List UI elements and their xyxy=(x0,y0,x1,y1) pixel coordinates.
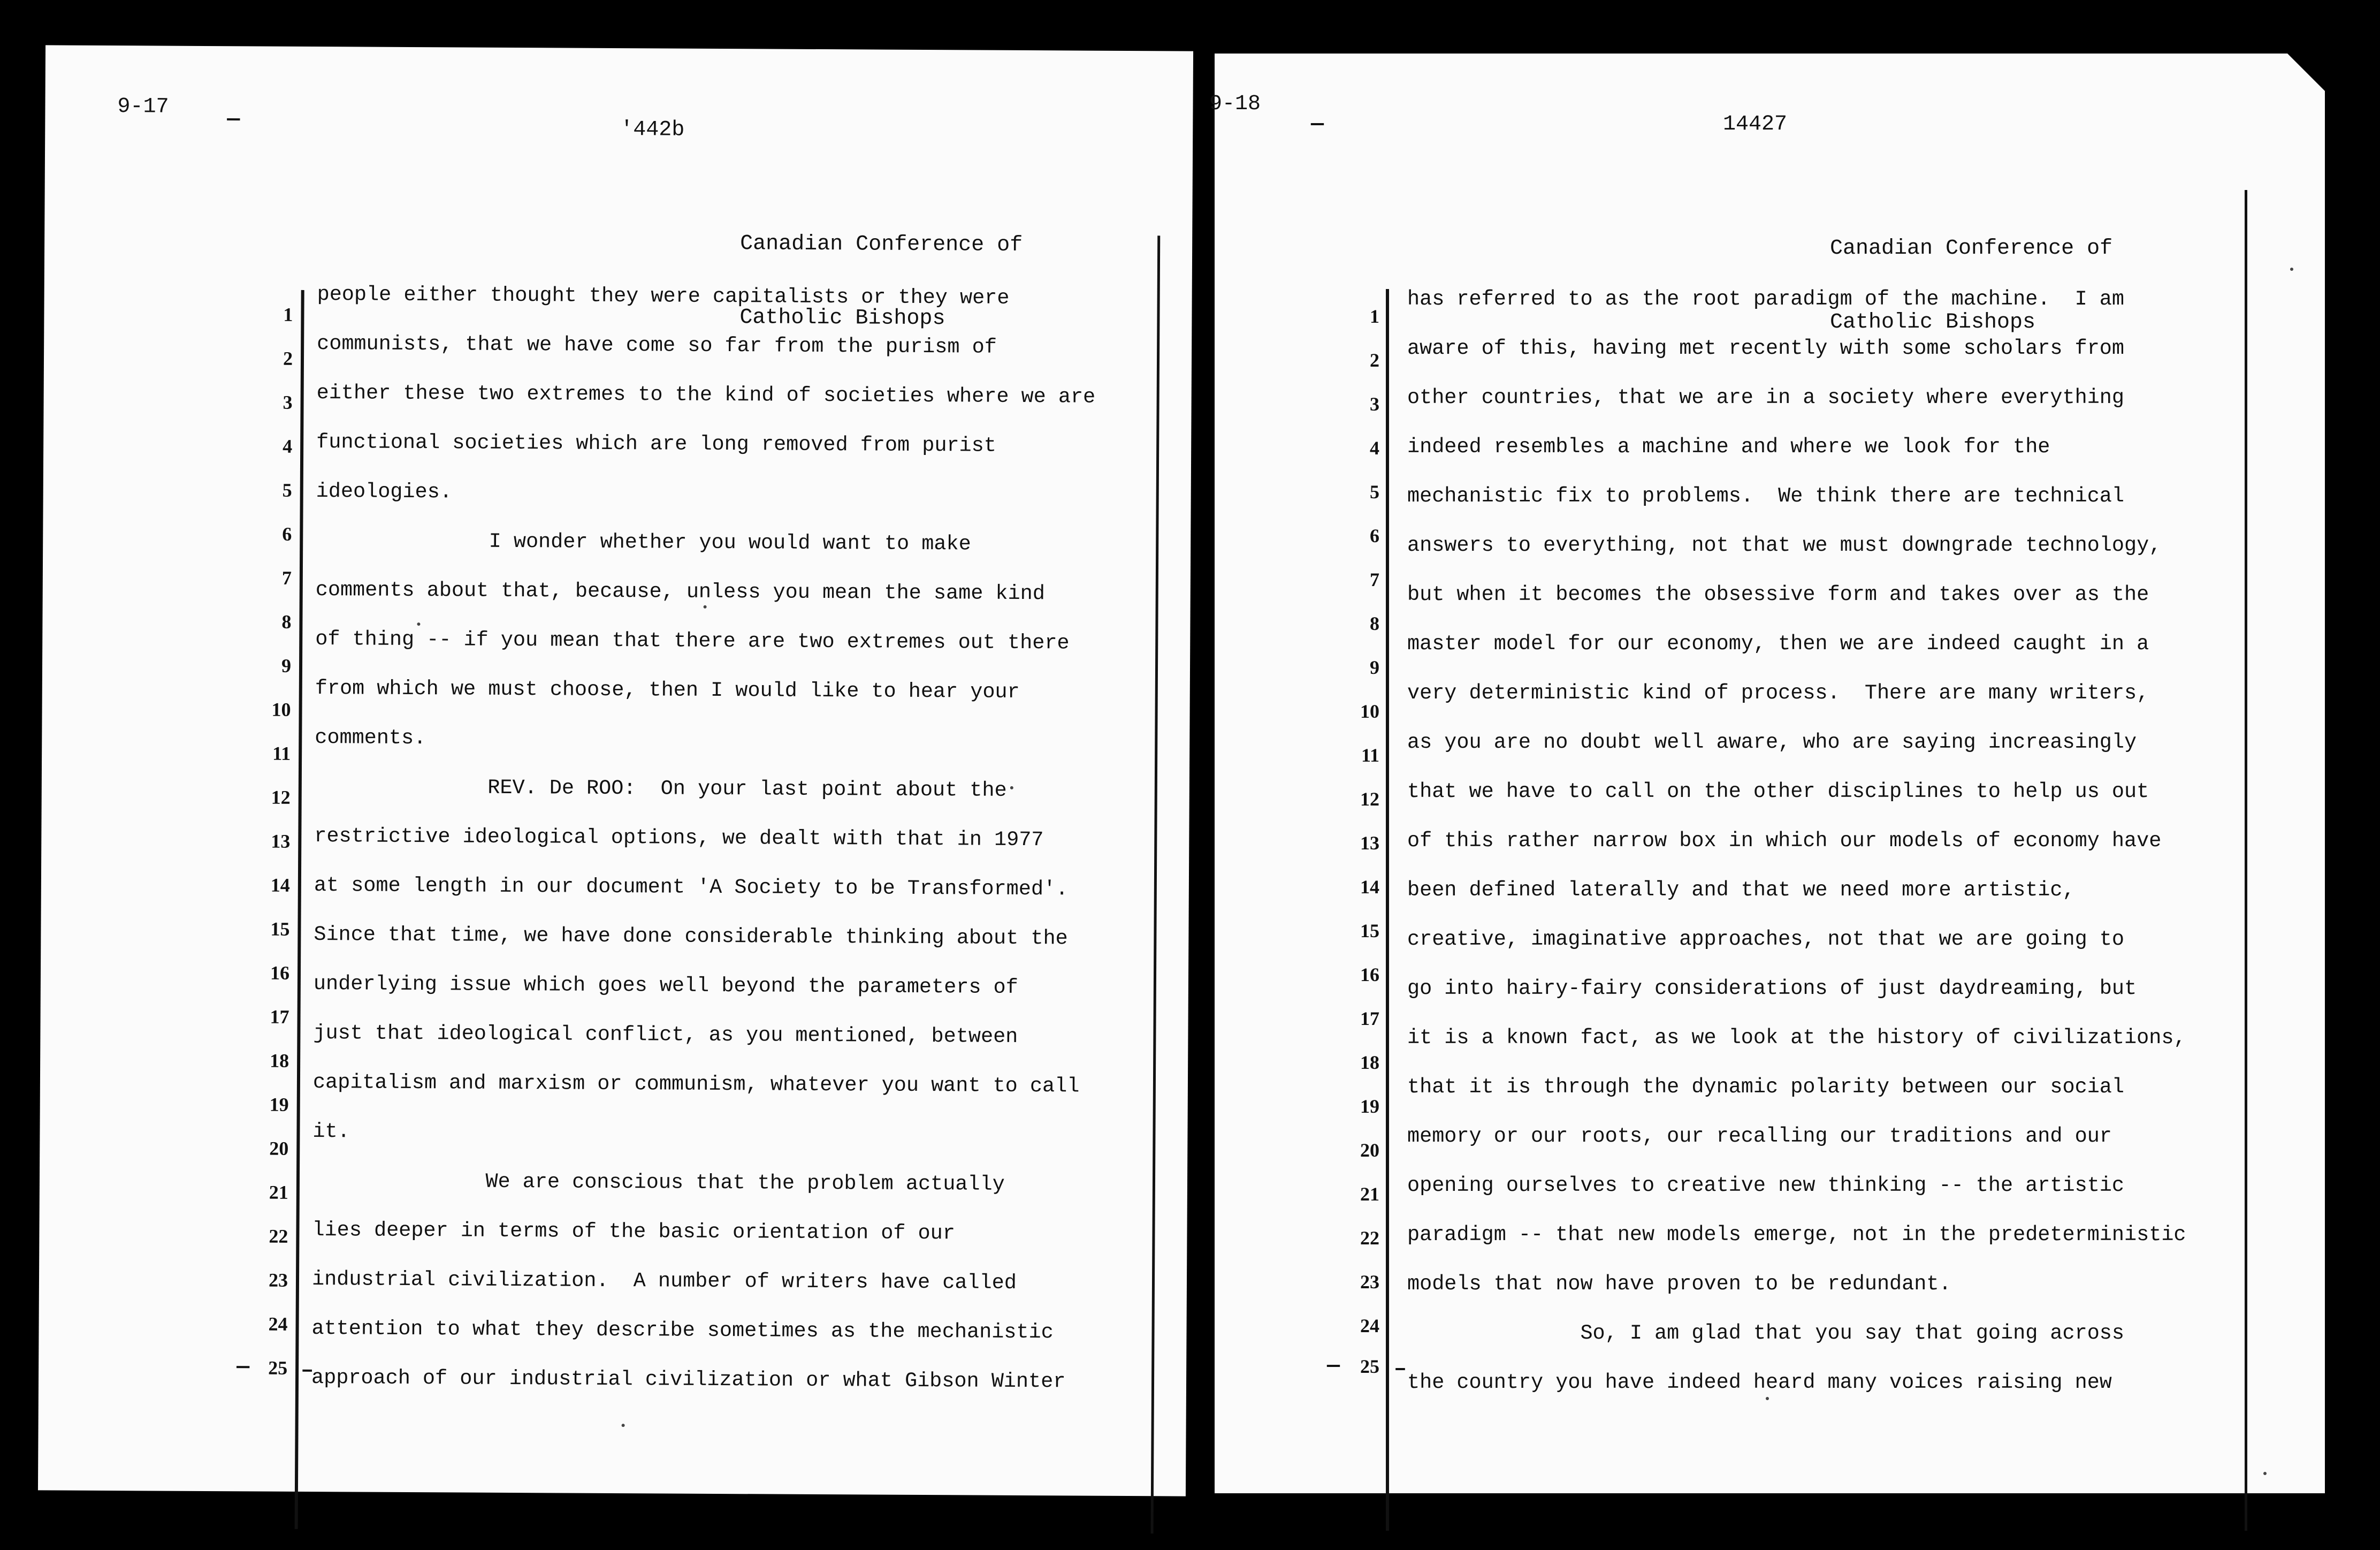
text-line: that we have to call on the other disciplines to help us out xyxy=(1407,780,2149,803)
text-line: as you are no doubt well aware, who are saying increasingly xyxy=(1407,731,2137,754)
text-line: other countries, that we are in a society where everything xyxy=(1407,386,2125,409)
text-line: just that ideological conflict, as you mentioned, between xyxy=(313,1021,1018,1048)
line-number: 6 xyxy=(1370,525,1379,546)
right-top-dash: — xyxy=(1311,112,1324,136)
right-margin-rule xyxy=(1386,289,1389,1531)
right-header-line1: Canadian Conference of xyxy=(1830,237,2113,261)
line-number: 3 xyxy=(1370,393,1379,415)
line-number: 4 xyxy=(283,435,293,457)
text-line: at some length in our document 'A Society to be Transformed'. xyxy=(314,873,1069,901)
text-line: memory or our roots, our recalling our traditions and our xyxy=(1407,1124,2112,1148)
left-page xyxy=(38,45,1193,1496)
left-line-numbers xyxy=(38,45,294,1491)
line-number: 17 xyxy=(1360,1008,1379,1029)
text-line: from which we must choose, then I would like to hear your xyxy=(315,677,1020,704)
line-number: 12 xyxy=(271,786,291,808)
scan-speck xyxy=(622,1424,625,1427)
text-line: approach of our industrial civilization or what Gibson Winter xyxy=(311,1366,1066,1394)
left-line25-dash: – xyxy=(301,1358,314,1384)
line-number: 21 xyxy=(269,1181,288,1203)
text-line: mechanistic fix to problems. We think there are technical xyxy=(1407,484,2125,508)
line-number: 12 xyxy=(1360,788,1379,810)
line-number: 7 xyxy=(1370,569,1379,590)
text-line: people either thought they were capitalists or they were xyxy=(317,283,1010,310)
text-line: answers to everything, not that we must downgrade technology, xyxy=(1407,534,2162,557)
text-line: that it is through the dynamic polarity between our social xyxy=(1407,1075,2125,1099)
line-number: 20 xyxy=(1360,1139,1379,1161)
scan-speck xyxy=(1766,1397,1769,1400)
line-number: 21 xyxy=(1360,1183,1379,1205)
line-number: 2 xyxy=(283,347,293,369)
line-number: 9 xyxy=(281,655,292,677)
scan-speck xyxy=(1010,786,1013,789)
line-number: 23 xyxy=(268,1269,288,1291)
left-testimony-text xyxy=(311,47,1164,1496)
line-number: 10 xyxy=(1360,701,1379,722)
line-number: 8 xyxy=(1370,613,1379,634)
scan-speck xyxy=(417,622,420,626)
line-number: 6 xyxy=(282,523,292,545)
line-number: 16 xyxy=(270,962,290,984)
left-line25-tick: — xyxy=(237,1355,250,1380)
text-line: opening ourselves to creative new thinking -- the artistic xyxy=(1407,1174,2125,1197)
text-line: of thing -- if you mean that there are two extremes out there xyxy=(315,627,1070,655)
line-number: 2 xyxy=(1370,349,1379,371)
line-number: 4 xyxy=(1370,437,1379,459)
scan-speck xyxy=(704,605,707,609)
right-page-id: 9-18 xyxy=(1209,92,1261,116)
text-line: has referred to as the root paradigm of the machine. I am xyxy=(1407,287,2125,311)
left-header-line1: Canadian Conference of xyxy=(740,232,1023,257)
right-line25-dash: – xyxy=(1394,1357,1407,1381)
right-line-numbers xyxy=(1215,54,1379,1493)
line-number: 14 xyxy=(1360,876,1379,898)
text-line: it. xyxy=(312,1120,350,1144)
text-line: of this rather narrow box in which our models of economy have xyxy=(1407,829,2162,853)
text-line: aware of this, having met recently with some scholars from xyxy=(1407,337,2125,360)
text-line: ideologies. xyxy=(316,480,452,504)
line-number: 25 xyxy=(1360,1356,1379,1377)
line-number: 23 xyxy=(1360,1271,1379,1293)
text-line: functional societies which are long removed from purist xyxy=(316,430,997,458)
right-header-line2: Catholic Bishops xyxy=(1830,310,2036,335)
line-number: 5 xyxy=(282,479,292,501)
left-top-dash: — xyxy=(227,108,240,132)
line-number: 17 xyxy=(270,1006,289,1028)
text-line: the country you have indeed heard many voices raising new xyxy=(1407,1371,2112,1394)
line-number: 3 xyxy=(283,391,293,413)
line-number: 7 xyxy=(281,567,292,589)
text-line: paradigm -- that new models emerge, not in the predeterministic xyxy=(1407,1223,2186,1247)
text-line: either these two extremes to the kind of societies where we are xyxy=(316,381,1096,409)
text-line: We are conscious that the problem actually xyxy=(312,1169,1005,1196)
text-line: very deterministic kind of process. There are many writers, xyxy=(1407,681,2149,705)
text-line: attention to what they describe sometimes as the mechanistic xyxy=(311,1317,1054,1344)
line-number: 18 xyxy=(1360,1052,1379,1073)
text-line: been defined laterally and that we need more artistic, xyxy=(1407,878,2075,902)
text-line: lies deeper in terms of the basic orientation of our xyxy=(312,1218,956,1245)
line-number: 22 xyxy=(1360,1227,1379,1249)
text-line: indeed resembles a machine and where we look for the xyxy=(1407,435,2050,459)
line-number: 24 xyxy=(268,1313,288,1335)
text-line: communists, that we have come so far from the purism of xyxy=(317,332,997,359)
left-page-id: 9-17 xyxy=(117,95,169,119)
line-number: 15 xyxy=(270,918,290,940)
line-number: 1 xyxy=(1370,306,1379,327)
line-number: 1 xyxy=(283,303,293,325)
line-number: 18 xyxy=(270,1050,289,1072)
scan-speck xyxy=(2290,268,2293,271)
text-line: So, I am glad that you say that going across xyxy=(1407,1321,2125,1345)
right-page xyxy=(1209,54,2325,1493)
left-margin-rule xyxy=(295,290,304,1529)
left-page-number: '442b xyxy=(620,118,685,142)
line-number: 8 xyxy=(281,611,292,633)
text-line: underlying issue which goes well beyond the parameters of xyxy=(313,972,1018,999)
line-number: 9 xyxy=(1370,657,1379,678)
text-line: creative, imaginative approaches, not that we are going to xyxy=(1407,928,2125,951)
line-number: 11 xyxy=(1361,744,1379,766)
line-number: 16 xyxy=(1360,964,1379,985)
text-line: REV. De ROO: On your last point about the xyxy=(314,775,1007,802)
line-number: 5 xyxy=(1370,481,1379,503)
line-number: 13 xyxy=(271,830,291,852)
text-line: industrial civilization. A number of writers have called xyxy=(311,1267,1017,1295)
text-line: restrictive ideological options, we dealt with that in 1977 xyxy=(314,824,1044,852)
line-number: 25 xyxy=(268,1357,288,1379)
left-header-line2: Catholic Bishops xyxy=(739,306,945,331)
line-number: 19 xyxy=(269,1093,289,1115)
line-number: 15 xyxy=(1360,920,1379,941)
line-number: 19 xyxy=(1360,1096,1379,1117)
line-number: 14 xyxy=(270,874,290,896)
text-line: models that now have proven to be redundant. xyxy=(1407,1272,1951,1296)
text-line: master model for our economy, then we are indeed caught in a xyxy=(1407,632,2149,656)
text-line: capitalism and marxism or communism, whatever you want to call xyxy=(312,1070,1080,1098)
line-number: 20 xyxy=(269,1137,289,1159)
text-line: go into hairy-fairy considerations of just daydreaming, but xyxy=(1407,977,2137,1000)
text-line: I wonder whether you would want to make xyxy=(316,529,971,556)
text-line: comments. xyxy=(315,726,426,750)
text-line: it is a known fact, as we look at the history of civilizations, xyxy=(1407,1026,2186,1050)
line-number: 13 xyxy=(1360,832,1379,854)
text-line: Since that time, we have done considerable thinking about the xyxy=(314,923,1068,951)
right-testimony-text xyxy=(1407,54,2253,1493)
right-line25-tick: — xyxy=(1327,1354,1340,1378)
text-line: but when it becomes the obsessive form and takes over as the xyxy=(1407,583,2149,606)
scan-speck xyxy=(2263,1472,2267,1475)
line-number: 11 xyxy=(272,742,291,764)
text-line: comments about that, because, unless you mean the same kind xyxy=(315,578,1045,606)
line-number: 22 xyxy=(269,1225,288,1247)
line-number: 10 xyxy=(271,698,291,720)
line-number: 24 xyxy=(1360,1315,1379,1336)
right-page-number: 14427 xyxy=(1723,112,1788,136)
